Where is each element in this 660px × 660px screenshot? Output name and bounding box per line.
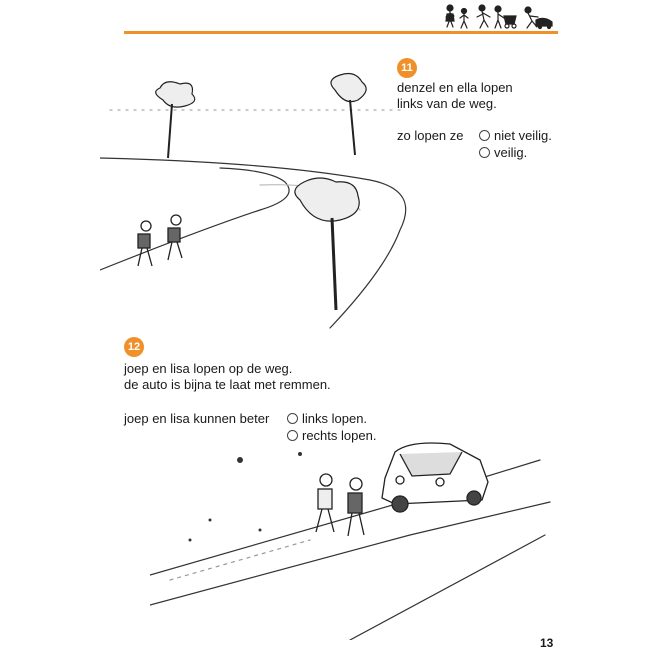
exercise-11-option-2[interactable] — [479, 144, 527, 161]
exercise-11-question: zo lopen ze — [397, 128, 464, 143]
exercise-12-number: 12 — [124, 337, 144, 357]
option-label: veilig. — [494, 145, 528, 160]
exercise-12-line-1: joep en lisa lopen op de weg. — [124, 361, 293, 376]
option-label: links lopen. — [302, 411, 368, 426]
option-label: niet veilig. — [494, 128, 552, 143]
country-road-illustration — [100, 70, 420, 330]
radio-icon[interactable] — [479, 130, 490, 141]
exercise-12-question: joep en lisa kunnen beter — [124, 411, 270, 426]
exercise-11-number: 11 — [397, 58, 417, 78]
page-number: 13 — [540, 636, 554, 650]
radio-icon[interactable] — [287, 413, 298, 424]
exercise-12-line-2: de auto is bijna te laat met remmen. — [124, 377, 331, 392]
option-label: rechts lopen. — [302, 428, 377, 443]
car-road-illustration — [150, 440, 570, 640]
header-rule — [124, 31, 558, 34]
exercise-11-line-2: links van de weg. — [397, 96, 497, 111]
family-walking-icon — [440, 2, 560, 30]
exercise-11-option-1[interactable] — [479, 127, 552, 144]
radio-icon[interactable] — [479, 147, 490, 158]
exercise-11-line-1: denzel en ella lopen — [397, 80, 513, 95]
exercise-12-option-1[interactable] — [287, 410, 367, 427]
